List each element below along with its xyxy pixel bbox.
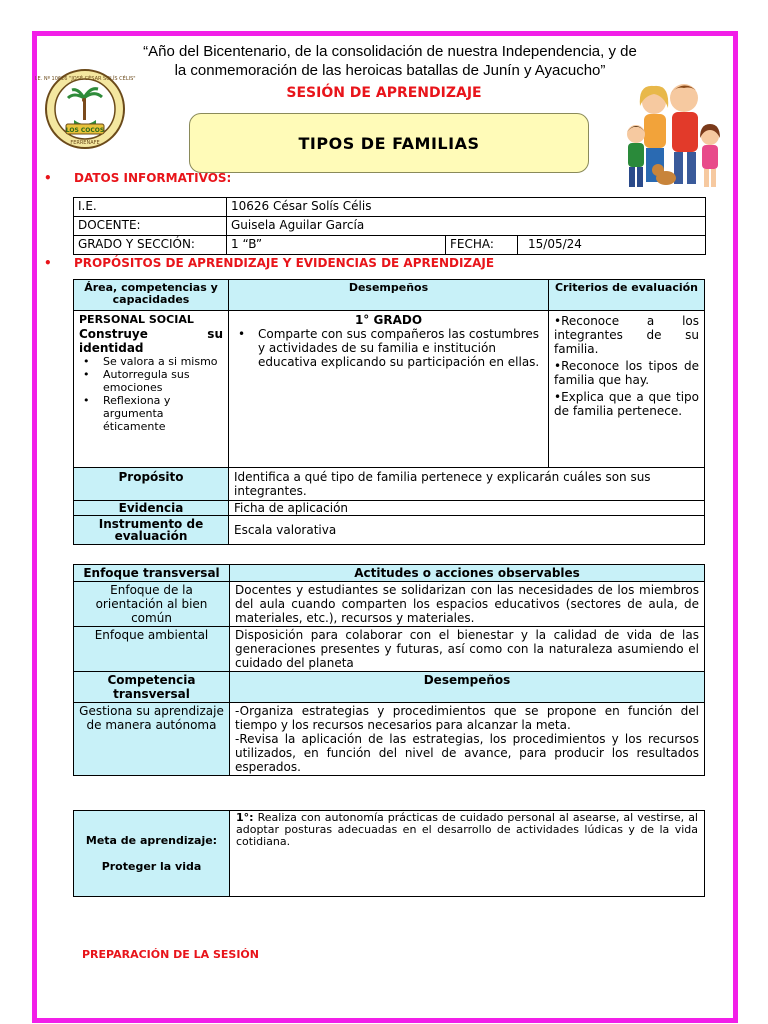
fecha-label: FECHA: <box>446 236 518 255</box>
col-desempenos: Desempeños <box>229 280 549 311</box>
logo-text-top: I.E. Nº 10626 "JOSÉ CÉSAR SOLÍS CÉLIS" <box>34 76 136 82</box>
table-row <box>74 280 705 311</box>
session-title: SESIÓN DE APRENDIZAJE <box>286 85 482 101</box>
criterio-item: •Explica que a que tipo de familia pertenece. <box>554 390 699 418</box>
meta-label-cell <box>74 811 230 897</box>
competencia-desempenos <box>230 703 705 776</box>
col-criterios: Criterios de evaluación <box>549 280 705 311</box>
table-row <box>74 501 705 516</box>
heading-propositos: • PROPÓSITOS DE APRENDIZAJE Y EVIDENCIAS DE APRENDIZAJE <box>44 256 495 270</box>
topic-title: TIPOS DE FAMILIAS <box>298 133 480 153</box>
ie-value: 10626 César Solís Célis <box>227 198 706 217</box>
logo-text-cocos: LOS COCOS <box>65 127 105 134</box>
table-row <box>74 217 706 236</box>
meta-table <box>73 810 705 897</box>
grado-label: GRADO Y SECCIÓN: <box>74 236 227 255</box>
grado-heading: 1° GRADO <box>354 313 423 327</box>
desempeno-list <box>234 327 543 369</box>
col-area: Área, competencias y capacidades <box>74 280 229 311</box>
list-item: • Reflexiona y argumenta éticamente <box>79 394 223 433</box>
grado-value: 1 “B” <box>227 236 446 255</box>
meta-label: Meta de aprendizaje: <box>85 833 218 847</box>
quote-line-2: la conmemoración de las heroicas batallas de Junín y Ayacucho” <box>174 62 606 79</box>
propositos-table <box>73 279 705 545</box>
topic-title-box <box>189 113 589 173</box>
meta-text-cell <box>230 811 705 897</box>
fecha-value: 15/05/24 <box>518 236 706 255</box>
table-row <box>74 703 705 776</box>
ie-label: I.E. <box>74 198 227 217</box>
meta-grade-prefix: 1°: <box>236 811 254 824</box>
list-item: • Autorregula sus emociones <box>79 368 223 394</box>
criterio-item: •Reconoce a los integrantes de su familia. <box>554 314 699 356</box>
competencia-desempeno-2: -Revisa la aplicación de las estrategias, los procedimientos y los recursos utilizados, en función del nivel de avance, para producir los resultados esperados. <box>235 732 699 774</box>
table-row <box>74 236 706 255</box>
table-row <box>74 582 705 627</box>
competencia-desempenos-label: Desempeños <box>230 672 705 703</box>
evidencia-label: Evidencia <box>74 501 229 516</box>
desempeno-cell <box>229 311 549 468</box>
meta-sub: Proteger la vida <box>101 859 202 873</box>
table-row <box>74 516 705 545</box>
list-item: • Se valora a si mismo <box>79 355 223 368</box>
table-row <box>74 468 705 501</box>
table-row <box>74 198 706 217</box>
family-illustration <box>622 78 724 194</box>
table-row <box>74 565 705 582</box>
instrumento-label: Instrumento de evaluación <box>74 516 229 545</box>
area-name: PERSONAL SOCIAL <box>79 313 194 326</box>
datos-table <box>73 197 706 255</box>
header-quote <box>80 42 700 80</box>
criterios-cell <box>549 311 705 468</box>
table-row <box>74 627 705 672</box>
competencia-desempeno-1: -Organiza estrategias y procedimientos que se propone en función del tiempo y los recursos necesarios para alcanzar la meta. <box>235 704 699 732</box>
docente-label: DOCENTE: <box>74 217 227 236</box>
area-cell <box>74 311 229 468</box>
col-actitudes: Actitudes o acciones observables <box>230 565 705 582</box>
enfoque-ambiental-label: Enfoque ambiental <box>74 627 230 672</box>
evidencia-value: Ficha de aplicación <box>229 501 705 516</box>
table-row <box>74 672 705 703</box>
preparacion-heading: PREPARACIÓN DE LA SESIÓN <box>82 948 259 961</box>
capacidades-list <box>79 355 223 433</box>
enfoques-table <box>73 564 705 776</box>
competencia-transversal-label: Competencia transversal <box>74 672 230 703</box>
table-row <box>74 811 705 897</box>
competencia-name: Gestiona su aprendizaje de manera autónoma <box>74 703 230 776</box>
enfoque-bien-comun-label: Enfoque de la orientación al bien común <box>74 582 230 627</box>
docente-value: Guisela Aguilar García <box>227 217 706 236</box>
logo-text-place: FERREÑAFE <box>70 140 100 146</box>
enfoque-bien-comun-value: Docentes y estudiantes se solidarizan con las necesidades de los miembros del aula cuando comparten los espacios educativos (sectores de aula, de materiales, etc.), recursos y materiales. <box>230 582 705 627</box>
enfoque-ambiental-value: Disposición para colaborar con el bienestar y la calidad de vida de las generaciones presentes y futuras, así como con la naturaleza asumiendo el cuidado del planeta <box>230 627 705 672</box>
criterio-item: •Reconoce los tipos de familia que hay. <box>554 359 699 387</box>
meta-text: Realiza con autonomía prácticas de cuidado personal al asearse, al vestirse, al adoptar posturas adecuadas en el desarrollo de actividades lúdicas y de la vida cotidiana. <box>236 811 698 848</box>
list-item: • Comparte con sus compañeros las costumbres y actividades de su familia e institución educativa explicando su participación en ellas. <box>234 327 543 369</box>
table-row <box>74 311 705 468</box>
proposito-value: Identifica a qué tipo de familia pertenece y explicarán cuáles son sus integrantes. <box>229 468 705 501</box>
instrumento-value: Escala valorativa <box>229 516 705 545</box>
school-logo <box>34 68 136 150</box>
col-enfoque: Enfoque transversal <box>74 565 230 582</box>
proposito-label: Propósito <box>74 468 229 501</box>
heading-datos-informativos: • DATOS INFORMATIVOS: <box>44 171 232 185</box>
competencia-name: Construye su identidad <box>79 327 223 355</box>
quote-line-1: “Año del Bicentenario, de la consolidación de nuestra Independencia, y de <box>143 43 637 60</box>
